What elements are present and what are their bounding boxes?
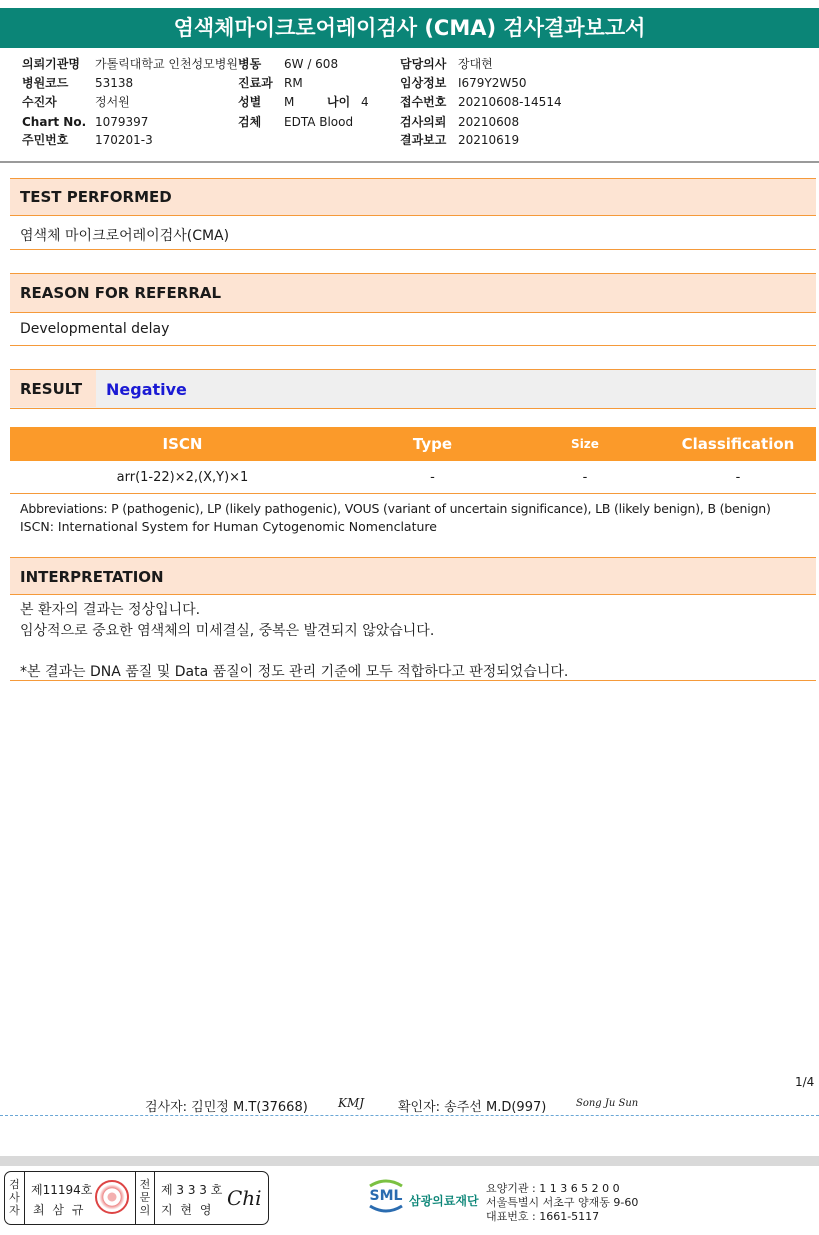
doctor-label: 담당의사 bbox=[400, 57, 447, 71]
confirmer-text: 확인자: 송주선 M.D(997) bbox=[398, 1100, 547, 1115]
test-performed-title: TEST PERFORMED bbox=[20, 188, 172, 206]
examiner-text: 검사자: 김민정 M.T(37668) bbox=[145, 1100, 308, 1115]
dashed-separator bbox=[0, 1115, 819, 1116]
report-label: 결과보고 bbox=[400, 133, 447, 147]
examiner-signature: KMJ bbox=[338, 1096, 365, 1110]
td-size: - bbox=[582, 470, 588, 485]
licence-box bbox=[4, 1171, 269, 1225]
page-number: 1/4 bbox=[795, 1075, 815, 1089]
th-iscn: ISCN bbox=[162, 435, 203, 453]
table-row bbox=[10, 461, 816, 493]
abbreviations-line1: Abbreviations: P (pathogenic), LP (likely pathogenic), VOUS (variant of uncertain significance), LB (likely benign), B (benign) bbox=[20, 501, 771, 516]
clinical-value: I679Y2W50 bbox=[458, 76, 527, 90]
th-classification: Classification bbox=[681, 435, 795, 453]
dept-label: 진료과 bbox=[238, 76, 273, 90]
interpretation-line3: *본 결과는 DNA 품질 및 Data 품질이 정도 관리 기준에 모두 적합하다고 판정되었습니다. bbox=[20, 664, 569, 680]
logo-text: SML bbox=[369, 1188, 403, 1204]
examiner-box-label: 검사자 bbox=[5, 1172, 25, 1224]
abbreviations-line2: ISCN: International System for Human Cytogenomic Nomenclature bbox=[20, 519, 437, 534]
ward-value: 6W / 608 bbox=[284, 57, 339, 71]
result-value: Negative bbox=[106, 380, 187, 399]
code-value: 53138 bbox=[95, 76, 134, 90]
hospital-value: 가톨릭대학교 인천성모병원 bbox=[95, 57, 238, 71]
info-block bbox=[0, 0, 819, 160]
chart-value: 1079397 bbox=[95, 115, 149, 129]
reg2: 제 3 3 3 호 bbox=[161, 1183, 223, 1197]
footer-gray-band bbox=[0, 1156, 819, 1166]
dept-value: RM bbox=[284, 76, 303, 90]
name2: 지 현 영 bbox=[161, 1203, 214, 1217]
td-type: - bbox=[430, 470, 435, 485]
result-title: RESULT bbox=[20, 380, 83, 398]
reason-line bbox=[10, 345, 816, 346]
rrn-label: 주민번호 bbox=[22, 133, 69, 147]
variant-table-header bbox=[10, 427, 816, 461]
request-label: 검사의뢰 bbox=[400, 115, 447, 129]
header-divider bbox=[0, 161, 819, 163]
specimen-value: EDTA Blood bbox=[284, 115, 354, 129]
address: 서울특별시 서초구 양재동 9-60 bbox=[486, 1196, 639, 1209]
interpretation-line bbox=[10, 680, 816, 681]
age-label: 나이 bbox=[327, 95, 351, 109]
reason-title: REASON FOR REFERRAL bbox=[20, 284, 222, 302]
specialist-box-label: 전문의 bbox=[135, 1172, 155, 1224]
clinical-label: 임상정보 bbox=[400, 76, 447, 90]
sex-value: M bbox=[284, 95, 295, 109]
interpretation-line1: 본 환자의 결과는 정상입니다. bbox=[20, 602, 201, 618]
table-bottom-line bbox=[10, 493, 816, 494]
age-value: 4 bbox=[361, 95, 369, 109]
institution-code: 요양기관 : 1 1 3 6 5 2 0 0 bbox=[486, 1182, 620, 1195]
hospital-label: 의뢰기관명 bbox=[22, 57, 80, 71]
ward-label: 병동 bbox=[238, 57, 262, 71]
rrn-value: 170201-3 bbox=[95, 133, 153, 147]
receipt-label: 접수번호 bbox=[400, 95, 447, 109]
patient-value: 정서원 bbox=[95, 95, 130, 109]
code-label: 병원코드 bbox=[22, 76, 69, 90]
doctor-value: 장대현 bbox=[458, 57, 493, 71]
sex-label: 성별 bbox=[238, 95, 262, 109]
sml-logo-icon bbox=[366, 1178, 406, 1214]
reason-value: Developmental delay bbox=[20, 321, 170, 337]
td-classification: - bbox=[735, 470, 741, 485]
th-size: Size bbox=[571, 437, 599, 451]
th-type: Type bbox=[412, 435, 453, 453]
request-value: 20210608 bbox=[458, 115, 520, 129]
test-performed-line bbox=[10, 249, 816, 250]
name1: 최 삼 규 bbox=[33, 1203, 86, 1217]
patient-label: 수진자 bbox=[22, 95, 57, 109]
phone: 대표번호 : 1661-5117 bbox=[486, 1210, 600, 1223]
test-performed-value: 염색체 마이크로어레이검사(CMA) bbox=[20, 228, 230, 244]
receipt-value: 20210608-14514 bbox=[458, 95, 562, 109]
interpretation-line2: 임상적으로 중요한 염색체의 미세결실, 중복은 발견되지 않았습니다. bbox=[20, 623, 435, 639]
confirmer-signature: Song Ju Sun bbox=[576, 1098, 639, 1109]
interpretation-title: INTERPRETATION bbox=[20, 568, 164, 586]
seal-icon bbox=[95, 1180, 129, 1214]
specialist-signature: Chi bbox=[227, 1186, 262, 1210]
chart-label: Chart No. bbox=[22, 115, 87, 129]
org-name: 삼광의료재단 bbox=[409, 1194, 479, 1208]
report-value: 20210619 bbox=[458, 133, 520, 147]
report-title: 염색체마이크로어레이검사 (CMA) 검사결과보고서 bbox=[0, 8, 819, 48]
td-iscn: arr(1-22)×2,(X,Y)×1 bbox=[116, 470, 249, 485]
reg1: 제11194호 bbox=[31, 1183, 93, 1197]
specimen-label: 검체 bbox=[238, 115, 262, 129]
